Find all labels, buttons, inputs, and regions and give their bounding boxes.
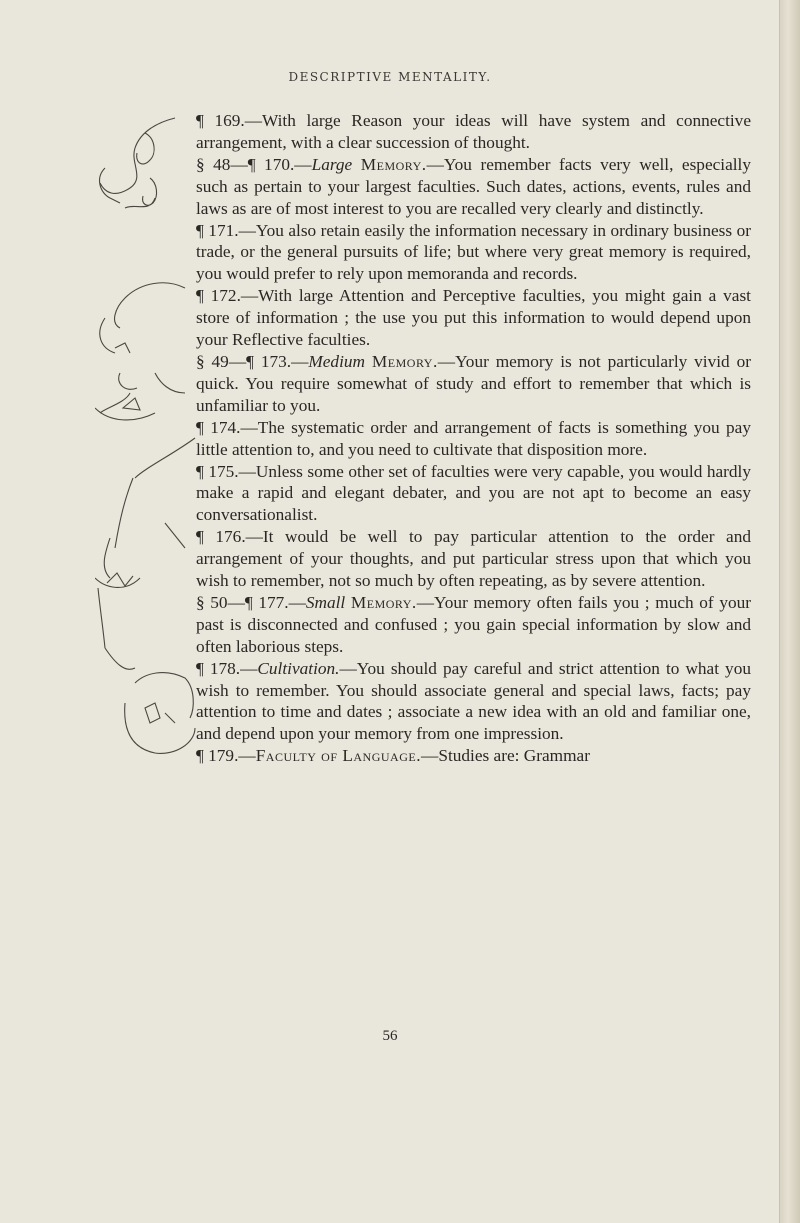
- paragraph-body: —Unless some other set of faculties were very capable, you would hardly make a rapid and elegant debater, and you are not apt to become an easy conversationalist.: [196, 461, 751, 525]
- paragraph-body: —You remember facts very well, especially such as pertain to your largest faculties. Such dates, actions, events, rules and laws as are of most interest to you are recalled very clearly and distinctly.: [196, 154, 751, 218]
- paragraph-body: —You should pay careful and strict attention to what you wish to remember. You should associate general and special laws, facts; pay attention to time and dates ; associate a new idea with an old and familiar one, and depend upon your memory from one impression.: [196, 658, 751, 744]
- paragraph-172: [196, 285, 751, 351]
- page-number: 56: [382, 1028, 398, 1044]
- paragraph-178: ¶ 178.—Cultivation.—You should pay careful and strict attention to what you wish to remember. You should associate general and special laws, facts; pay attention to time and dates ; associate a new idea with an old and familiar one, and depend upon your memory from one impression.: [196, 658, 751, 744]
- paragraph-176: [196, 526, 751, 592]
- paragraph-body: —It would be well to pay particular attention to the order and arrangement of your thoughts, and put particular stress upon that which you wish to remember, not so much by often repeating, as by severe attention.: [196, 527, 751, 591]
- section-mark: § 49: [196, 351, 229, 371]
- paragraph-mark: ¶ 179.: [196, 746, 239, 766]
- paragraph-body: —With large Attention and Perceptive faculties, you might gain a vast store of information ; the use you put this information to would depend upon your Reflective faculties.: [196, 286, 751, 350]
- paragraph-169: [196, 110, 751, 154]
- paragraph-174: [196, 417, 751, 461]
- heading-italic: Medium: [308, 351, 365, 371]
- section-mark: § 50: [196, 592, 228, 612]
- heading-italic: Small: [305, 592, 346, 612]
- paragraph-175: [196, 461, 751, 527]
- paragraph-body: —Your memory is not particularly vivid or quick. You require somewhat of study and effort to remember that which is unfamiliar to you.: [196, 351, 751, 415]
- heading-smallcaps: Memory.: [360, 154, 427, 174]
- paragraph-mark: ¶ 169.: [196, 111, 245, 130]
- paragraph-body: —Studies are: Grammar: [421, 746, 590, 766]
- paragraph-mark: ¶ 171.: [196, 220, 239, 240]
- paragraph-mark: ¶ 172.: [196, 286, 241, 306]
- heading-smallcaps: Memory.: [371, 351, 438, 371]
- running-head: DESCRIPTIVE MENTALITY.: [288, 70, 492, 84]
- paragraph-mark: ¶ 177.: [244, 592, 289, 612]
- heading-smallcaps: Faculty of Language.: [255, 746, 422, 766]
- margin-sketch-drawing: [95, 108, 205, 768]
- paragraph-mark: ¶ 178.: [196, 658, 241, 678]
- heading-italic: Large: [311, 154, 353, 174]
- paragraph-173: § 49—¶ 173.—Medium Memory.—Your memory is not particularly vivid or quick. You require somewhat of study and effort to remember that which is unfamiliar to you.: [196, 351, 751, 415]
- paragraph-171: [196, 220, 751, 286]
- paragraph-mark: ¶ 174.: [196, 417, 241, 437]
- paragraph-170: § 48—¶ 170.—Large Memory.—You remember facts very well, especially such as pertain to your largest faculties. Such dates, actions, events, rules and laws as are of most interest to you are recalled very clearly and distinctly.: [196, 154, 751, 218]
- heading-smallcaps: Memory.: [350, 592, 417, 612]
- paragraph-body: —With large Reason your ideas will have system and connective arrangement, with a clear succession of thought.: [196, 111, 751, 152]
- paragraph-mark: ¶ 176.: [196, 527, 246, 547]
- page-text: [196, 110, 751, 767]
- paragraph-body: —The systematic order and arrangement of facts is something you pay little attention to, and you need to cultivate that disposition more.: [196, 417, 751, 459]
- paragraph-mark: ¶ 173.: [246, 351, 292, 371]
- paragraph-177: § 50—¶ 177.—Small Memory.—Your memory often fails you ; much of your past is disconnected and confused ; you gain special information by slow and often laborious steps.: [196, 592, 752, 656]
- page-edge: [779, 0, 800, 1223]
- section-mark: § 48: [196, 154, 231, 174]
- heading-italic: Cultivation.: [257, 658, 340, 678]
- paragraph-179: ¶ 179.—Faculty of Language.—Studies are: Grammar: [196, 746, 590, 766]
- paragraph-mark: ¶ 170.: [247, 154, 295, 174]
- paragraph-body: —Your memory often fails you ; much of your past is disconnected and confused ; you gain special information by slow and often laborious steps.: [196, 592, 752, 656]
- paragraph-mark: ¶ 175.: [196, 461, 239, 481]
- paragraph-body: —You also retain easily the information necessary in ordinary business or trade, or the general pursuits of life; but where very great memory is required, you would prefer to rely upon memoranda and records.: [196, 220, 751, 284]
